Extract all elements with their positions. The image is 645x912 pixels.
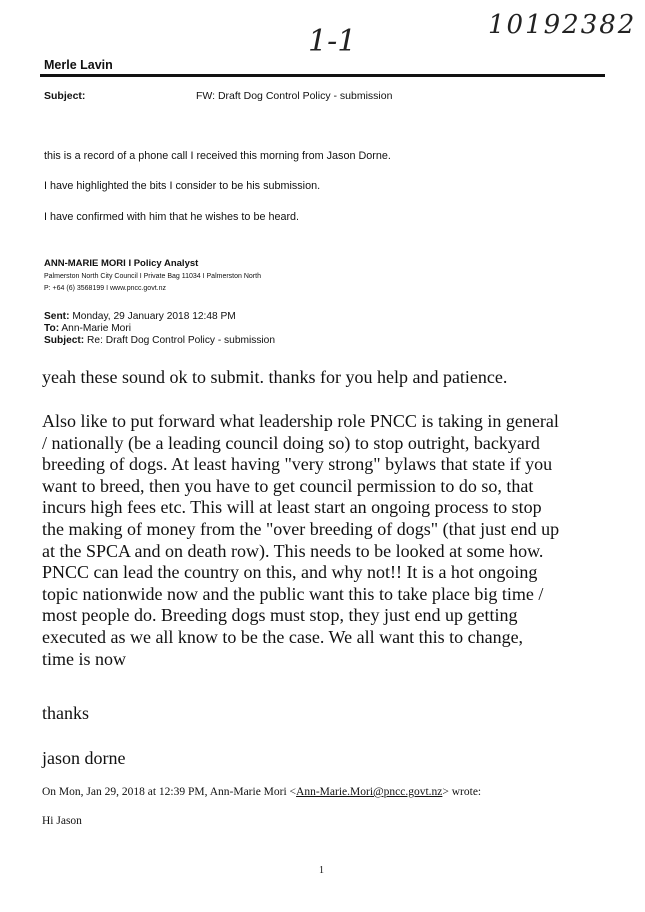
- subject-value: FW: Draft Dog Control Policy - submission: [196, 90, 393, 102]
- message-paragraph-line: want to breed, then you have to get council permission to do so, that: [42, 475, 534, 496]
- quoted-intro-suffix: > wrote:: [442, 786, 482, 798]
- reply-subject-label: Subject:: [44, 335, 85, 346]
- message-thanks: thanks: [42, 703, 89, 723]
- message-paragraph-line: executed as we all know to be the case. We all want this to change,: [42, 626, 524, 647]
- to-value: Ann-Marie Mori: [61, 323, 132, 334]
- message-paragraph-line: PNCC can lead the country on this, and why not!! It is a hot ongoing: [42, 562, 538, 583]
- page-marker-handwritten: 1-1: [308, 24, 357, 59]
- document-number-handwritten: 10192382: [488, 10, 637, 40]
- message-paragraph: [42, 411, 617, 670]
- quoted-email-link[interactable]: Ann-Marie.Mori@pncc.govt.nz: [296, 786, 443, 798]
- forward-note-line: I have highlighted the bits I consider to be his submission.: [44, 180, 321, 192]
- forward-note-line: this is a record of a phone call I received this morning from Jason Dorne.: [44, 150, 391, 162]
- quoted-greeting: Hi Jason: [42, 815, 82, 827]
- message-line-1: yeah these sound ok to submit. thanks for you help and patience.: [42, 367, 508, 387]
- quoted-intro-prefix: On Mon, Jan 29, 2018 at 12:39 PM, Ann-Marie Mori <: [42, 786, 297, 798]
- quoted-intro: [42, 786, 481, 798]
- subject-label: Subject:: [44, 90, 86, 102]
- message-paragraph-line: Also like to put forward what leadership role PNCC is taking in general: [42, 411, 559, 431]
- sent-value: Monday, 29 January 2018 12:48 PM: [72, 311, 236, 322]
- message-paragraph-line: / nationally (be a leading council doing so) to stop outright, backyard: [42, 432, 540, 453]
- to-label: To:: [44, 323, 60, 334]
- page-number: 1: [319, 865, 324, 876]
- message-signoff: jason dorne: [42, 748, 126, 768]
- reply-subject-value: Re: Draft Dog Control Policy - submission: [87, 335, 276, 346]
- sent-label: Sent:: [44, 311, 70, 322]
- message-paragraph-line: incurs high fees etc. This will at least start an ongoing process to stop: [42, 497, 542, 518]
- signature-org: Palmerston North City Council I Private Bag 11034 I Palmerston North: [44, 273, 261, 280]
- sender-name: Merle Lavin: [44, 58, 113, 72]
- message-paragraph-line: topic nationwide now and the public want this to take place big time /: [42, 583, 544, 604]
- message-paragraph-line: time is now: [42, 648, 126, 669]
- forward-note-line: I have confirmed with him that he wishes to be heard.: [44, 211, 300, 223]
- signature-name-title: ANN-MARIE MORI I Policy Analyst: [44, 258, 199, 269]
- message-paragraph-line: at the SPCA and on death row). This needs to be looked at some how.: [42, 540, 544, 561]
- message-paragraph-line: the making of money from the "over breeding of dogs" (that just end up: [42, 518, 560, 539]
- sent-line: [44, 311, 236, 322]
- message-paragraph-line: breeding of dogs. At least having "very strong" bylaws that state if you: [42, 454, 553, 475]
- to-line: [44, 323, 131, 334]
- signature-contact: P: +64 (6) 3568199 I www.pncc.govt.nz: [44, 285, 166, 292]
- message-paragraph-line: most people do. Breeding dogs must stop, they just end up getting: [42, 605, 518, 626]
- header-divider: [40, 74, 605, 77]
- reply-subject-line: [44, 335, 275, 346]
